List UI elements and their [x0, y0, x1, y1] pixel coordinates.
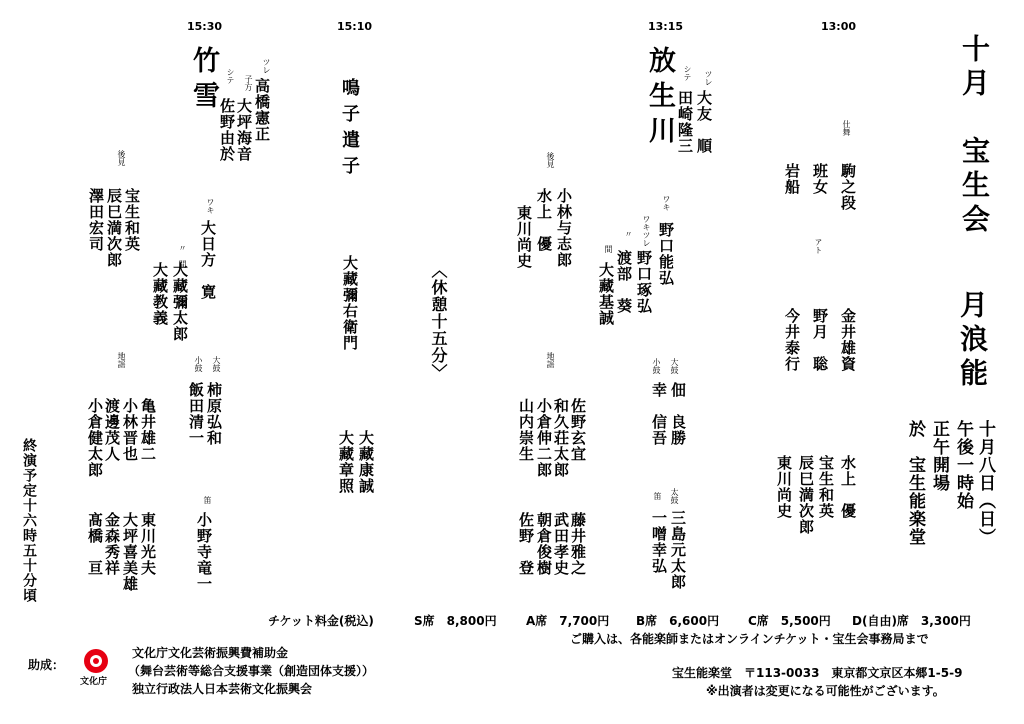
hojogawa-wakitsure2-role: 〃: [624, 230, 633, 238]
hojogawa-koken3: 東川尚史: [515, 205, 533, 269]
event-date: 十月八日（日）: [975, 420, 995, 546]
end-time: 終演予定十六時五十分頃: [21, 438, 37, 603]
hojogawa-otsuzumi-role: 大鼓: [670, 358, 679, 374]
ticket-d: D(自由)席 3,300円: [852, 614, 971, 628]
chikusetsu-ai-role: 〃 間: [178, 244, 187, 268]
ticket-c: C席 5,500円: [748, 614, 831, 628]
hojogawa-jiutai5: 藤井雅之: [569, 512, 587, 576]
chikusetsu-fue: 小野寺竜一: [195, 512, 213, 592]
hojogawa-jiutai8: 佐野 登: [517, 512, 535, 576]
hojogawa-tsure-role: ツレ: [704, 70, 713, 86]
agency-logo-text: 文化庁: [80, 677, 108, 687]
chikusetsu-koken2: 辰巳満次郎: [105, 188, 123, 268]
chikusetsu-otsuzumi: 柿原弘和: [205, 382, 223, 446]
hojogawa-koken1: 小林与志郎: [555, 188, 573, 268]
chikusetsu-jiutai4: 小倉健太郎: [86, 398, 104, 478]
hojogawa-jiutai6: 武田孝史: [552, 512, 570, 576]
ticket-a: A席 7,700円: [526, 614, 610, 628]
hojogawa-waki: 野口能弘: [657, 222, 675, 286]
chikusetsu-jiutai6: 大坪喜美雄: [121, 512, 139, 592]
shimai-role: 仕舞: [842, 120, 851, 136]
hojogawa-otsuzumi: 佃 良勝: [669, 382, 687, 446]
shimai-jiutai-col3: 辰巳満次郎: [797, 455, 815, 535]
hojogawa-waki-role: ワキ: [662, 195, 671, 211]
event-gate: 正午開場: [929, 420, 949, 492]
chikusetsu-otsuzumi-role: 大鼓: [212, 356, 221, 372]
hojogawa-fue-role: 笛: [653, 492, 662, 500]
event-venue: 於 宝生能楽堂: [905, 420, 925, 546]
chikusetsu-jiutai7: 金森秀祥: [103, 512, 121, 576]
shimai-performer1: 金井雄資: [839, 308, 857, 372]
narukoyari-performer3: 大藏章照: [337, 430, 355, 494]
chikusetsu-waki-role: ワキ: [206, 198, 215, 214]
chikusetsu-title: 竹雪: [188, 46, 219, 116]
time-1530: 15:30: [187, 20, 223, 33]
support-line2: （舞台芸術等総合支援事業（創造団体支援））: [128, 664, 375, 678]
chikusetsu-jiutai-label: 地謡: [117, 352, 126, 368]
hojogawa-fue: 一噌幸弘: [650, 510, 668, 574]
chikusetsu-jiutai1: 亀井雄二: [139, 398, 157, 462]
hojogawa-jiutai-label: 地謡: [546, 352, 555, 368]
chikusetsu-ai: 大藏教義: [151, 262, 169, 326]
intermission: 〈休憩十五分〉: [429, 262, 448, 381]
narukoyari-title: 鳴子遣子: [339, 78, 360, 182]
time-1315: 13:15: [648, 20, 684, 33]
shimai-jiutai-col4: 東川尚史: [775, 455, 793, 519]
title-line2: 月浪能: [956, 290, 989, 392]
chikusetsu-jiutai8: 髙橋 亘: [86, 512, 104, 576]
narukoyari-performer1: 大藏彌右衛門: [341, 255, 359, 351]
ticket-s: S席 8,800円: [414, 614, 497, 628]
ticket-purchase: ご購入は、各能楽師またはオンラインチケット・宝生会事務局まで: [570, 632, 929, 646]
chikusetsu-fue-role: 笛: [203, 496, 212, 504]
ticket-b: B席 6,600円: [636, 614, 720, 628]
footer-venue: 宝生能楽堂 〒113-0033 東京都文京区本郷1-5-9: [672, 666, 963, 680]
chikusetsu-kotsuzumi: 飯田清一: [187, 382, 205, 446]
shimai-play2-title: 班女: [811, 163, 829, 195]
hojogawa-ai-role: 間: [604, 245, 613, 253]
shimai-performer2: 野月 聡: [811, 308, 829, 372]
time-1300: 13:00: [821, 20, 857, 33]
chikusetsu-koken-label: 後見: [117, 150, 126, 166]
agency-logo: [76, 646, 116, 686]
hojogawa-kotsuzumi-role: 小鼓: [652, 358, 661, 374]
chikusetsu-shite: 佐野由於: [218, 98, 236, 162]
hojogawa-shite: 田崎隆三: [676, 90, 694, 154]
support-label: 助成：: [28, 658, 65, 672]
hojogawa-koken-label: 後見: [546, 152, 555, 168]
chikusetsu-kokata-role: 子方: [244, 75, 253, 91]
hojogawa-shite-role: シテ: [683, 65, 692, 81]
hojogawa-wakitsure: 野口琢弘: [635, 250, 653, 314]
chikusetsu-jiutai5: 東川光夫: [139, 512, 157, 576]
time-1510: 15:10: [337, 20, 373, 33]
hojogawa-wakitsure2: 渡部 葵: [615, 250, 633, 314]
hojogawa-jiutai4: 山内崇生: [517, 398, 535, 462]
hojogawa-title: 放生川: [644, 46, 675, 151]
chikusetsu-ai2: 大藏彌太郎: [171, 262, 189, 342]
ticket-label: チケット料金(税込): [268, 614, 374, 628]
chikusetsu-waki: 大日方 寛: [199, 220, 217, 300]
event-time: 午後一時始: [953, 420, 973, 510]
hojogawa-taiko: 三島元太郎: [669, 510, 687, 590]
chikusetsu-kokata: 大坪海音: [235, 98, 253, 162]
chikusetsu-jiutai3: 渡邊茂人: [103, 398, 121, 462]
chikusetsu-kotsuzumi-role: 小鼓: [194, 356, 203, 372]
hojogawa-jiutai7: 朝倉俊樹: [535, 512, 553, 576]
shimai-jiutai-col2: 宝生和英: [817, 455, 835, 519]
hojogawa-jiutai2: 和久荘太郎: [552, 398, 570, 478]
shimai-performer3: 今井泰行: [783, 308, 801, 372]
support-line1: 文化庁文化芸術振興費補助金: [132, 646, 289, 660]
hojogawa-jiutai1: 佐野玄宜: [569, 398, 587, 462]
hojogawa-wakitsure-role: ワキツレ: [642, 215, 651, 247]
hojogawa-kotsuzumi: 幸 信吾: [650, 382, 668, 446]
support-line3: 独立行政法人日本芸術文化振興会: [132, 682, 313, 696]
footer-note: ※出演者は変更になる可能性がございます。: [706, 684, 945, 698]
hojogawa-tsure: 大友 順: [695, 90, 713, 154]
shimai-play2-note: アト: [814, 238, 823, 254]
hojogawa-taiko-role: 太鼓: [670, 488, 679, 504]
shimai-jiutai-col1: 水上 優: [839, 455, 857, 519]
chikusetsu-koken3: 澤田宏司: [87, 188, 105, 252]
shimai-play3-title: 岩船: [783, 163, 801, 195]
hojogawa-koken2: 水上 優: [535, 188, 553, 252]
hojogawa-jiutai3: 小倉伸二郎: [535, 398, 553, 478]
hojogawa-ai: 大藏基誠: [597, 262, 615, 326]
shimai-play1-title: 駒之段: [839, 163, 857, 211]
chikusetsu-tsure: 高橋憲正: [253, 78, 271, 142]
title-line1: 十月 宝生会: [958, 34, 991, 238]
chikusetsu-koken1: 宝生和英: [123, 188, 141, 252]
chikusetsu-shite-role: シテ: [226, 68, 235, 84]
chikusetsu-jiutai2: 小林晋也: [121, 398, 139, 462]
narukoyari-performer2: 大藏康誠: [357, 430, 375, 494]
chikusetsu-tsure-role: ツレ: [262, 58, 271, 74]
